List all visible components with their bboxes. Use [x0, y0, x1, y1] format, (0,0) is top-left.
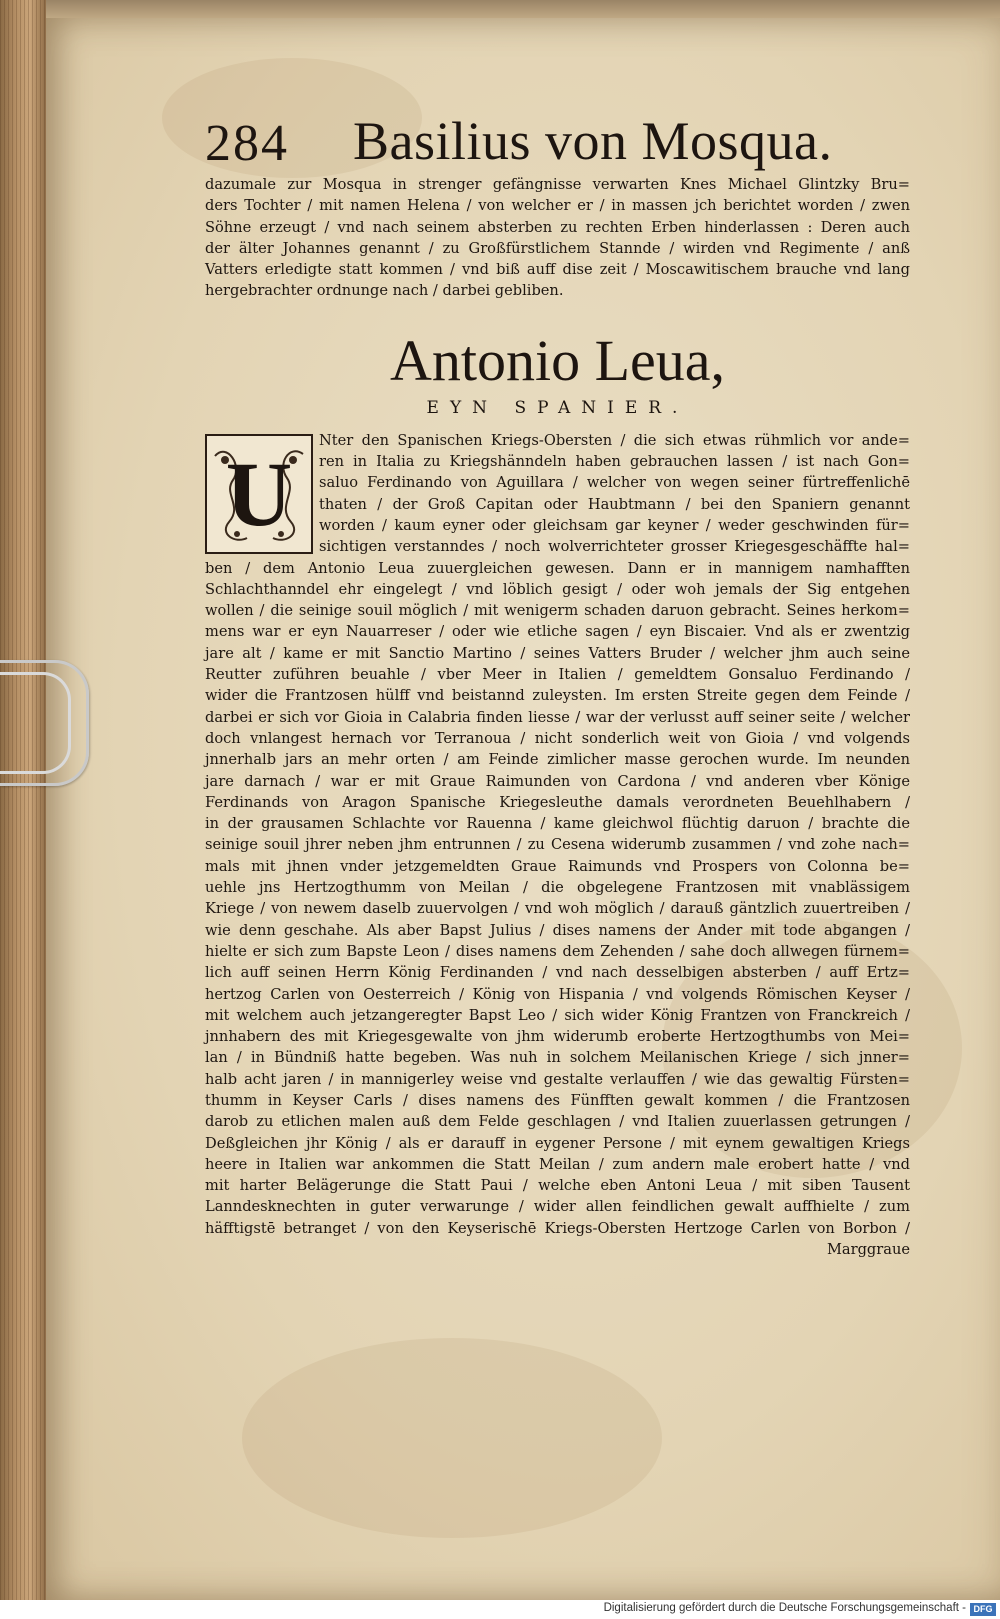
body-line: lich auff seinen Herrn König Ferdinanden / vnd nach desselbigen absterben / auff Ertz= — [205, 964, 910, 982]
body-line: worden / kaum eyner oder gleichsam gar keyner / weder geschwinden für= — [319, 516, 910, 534]
body-line: darob zu etlichen malen auß dem Felde geschlagen / vnd Italien zuuerlassen getrungen / — [205, 1113, 910, 1131]
body-line: wider die Frantzosen hülff vnd beistannd zuleysten. Im ersten Streite gegen dem Feinde / — [205, 687, 910, 705]
body-line: Schlachthanndel ehr eingelegt / vnd löblich gesigt / oder woh jemals der Sig entgehen — [205, 580, 910, 598]
body-line: in der grausamen Schlachte vor Rauenna / kame gleichwol flüchtig daruon / brachte die — [205, 815, 910, 833]
intro-line: Söhne erzeugt / vnd nach seinem absterben zu rechten Erben hinderlassen : Deren auch — [205, 218, 910, 236]
running-title: Basilius von Mosqua. — [353, 111, 833, 171]
page-number: 284 — [205, 115, 289, 172]
body-line: darbei er sich vor Gioia in Calabria finden liesse / war der verlusst auff seiner seite / welcher — [205, 708, 910, 726]
intro-paragraph — [205, 174, 910, 302]
body-line: Deßgleichen jhr König / als er darauff in eygener Persone / mit eynem gewaltigen Kriegs — [205, 1134, 910, 1152]
intro-line: dazumale zur Mosqua in strenger gefängnisse verwarten Knes Michael Glintzky Bru= — [205, 176, 910, 193]
catchword: Marggraue — [826, 1241, 910, 1259]
funding-credit: Digitalisierung gefördert durch die Deutsche Forschungsgemeinschaft - — [603, 1602, 966, 1614]
section-title: Antonio Leua, — [389, 327, 726, 393]
intro-line: Vatters erledigte statt kommen / vnd biß auff dise zeit / Moscawitischem brauche vnd lang — [205, 261, 910, 279]
body-line: Lanndesknechten in guter verwarunge / wider allen feindlichen gewalt auffhielte / zum — [205, 1198, 910, 1216]
body-line: Reutter zuführen beuahle / vber Meer in Italien / gemeldtem Gonsaluo Ferdinando / — [205, 666, 910, 684]
body-block — [205, 430, 910, 1239]
body-line: seinige souil jhrer neben jhm entrunnen / zu Cesena widerumb zusammen / vnd zohe nach= — [205, 836, 910, 854]
body-line: ren in Italia zu Kriegshänndeln haben gebrauchen lassen / ist nach Gon= — [319, 453, 910, 471]
drop-cap-letter: U — [225, 442, 293, 545]
body-line: heere in Italien war ankommen die Statt Meilan / zum andern male erobert hatte / vnd — [205, 1155, 910, 1173]
body-line: sichtigen verstanndes / noch wolverrichteter grosser Kriegesgeschäffte hal= — [319, 538, 910, 556]
body-line: jare darnach / war er mit Graue Raimunden von Cardona / vnd anderen vber Könige — [205, 772, 910, 790]
body-line: mals mit jhnen vnder jetzgemeldten Graue Raimunds vnd Prospers von Colonna be= — [205, 857, 910, 875]
drop-cap-initial — [205, 434, 313, 554]
body-line: mit harter Belägerunge die Statt Paui / welche eben Antoni Leua / mit siben Tausent — [205, 1177, 910, 1195]
body-line: doch vnlangest hernach vor Terranoua / nicht sonderlich weit von Gioia / vnd volgends — [205, 729, 910, 747]
body-line: uehle jns Hertzogthumm von Meilan / die obgelegene Frantzosen mit vnablässigem — [205, 879, 910, 897]
body-line: thaten / der Groß Capitan oder Haubtmann / bei den Spaniern genannt — [319, 495, 910, 513]
body-line: hielte er sich zum Bapste Leon / dises namens dem Zehenden / sahe doch allwegen fürnem= — [205, 942, 910, 960]
body-line: ben / dem Antonio Leua zuuergleichen gewesen. Dann er in mannigem namhafften — [205, 559, 910, 577]
section-subtitle: EYN SPANIER. — [426, 397, 689, 418]
body-line: jnnerhalb jars an mehr orten / am Feinde zimlicher masse gerochen wurde. Im neunden — [205, 751, 910, 769]
body-line: Nter den Spanischen Kriegs-Obersten / die sich etwas rühmlich vor ande= — [319, 431, 910, 449]
body-line: häfftigstē betranget / von den Keyserischē Kriegs-Obersten Hertzoge Carlen von Borbon / — [205, 1219, 910, 1237]
body-line: wie denn geschahe. Als aber Bapst Julius / dises namens der Ander mit tode abgangen / — [205, 921, 910, 939]
intro-line: ders Tochter / mit namen Helena / von welcher er / in massen jch berichtet worden / zwen — [205, 197, 910, 215]
body-line: wollen / die seinige souil möglich / mit wenigerm schaden daruon gebracht. Seines herkom= — [205, 602, 910, 620]
book-page-edge — [0, 0, 46, 1600]
intro-line: der älter Johannes genannt / zu Großfürstlichem Stannde / wirden vnd Regimente / anß — [205, 239, 910, 257]
body-line: mit welchem auch jetzangeregter Bapst Leo / sich wider König Frantzen von Franckreich / — [205, 1006, 910, 1024]
body-line: Kriege / von newem daselb zuuervolgen / vnd woh möglich / darauß gäntzlich zuuertreiben / — [205, 900, 910, 918]
body-line: Ferdinands von Aragon Spanische Kriegesleuthe damals verordneten Beuehlhabern / — [205, 793, 910, 811]
body-line: jare alt / kame er mit Sanctio Martino / seines Vatters Bruder / welcher jhm auch seine — [205, 644, 910, 662]
body-line: lan / in Bündniß hatte begeben. Was nuh in solchem Meilanischen Kriege / sich jnner= — [205, 1049, 910, 1067]
dfg-logo-icon: DFG — [970, 1603, 996, 1616]
paper-clip-inner — [0, 672, 71, 774]
body-line: thumm in Keyser Carls / dises namens des Fünfften gewalt kommen / die Frantzosen — [205, 1091, 910, 1109]
body-line: jnnhabern des mit Kriegesgewalte von jhm widerumb eroberte Hertzogthumbs von Mei= — [205, 1028, 910, 1046]
body-line: mens war er eyn Nauarreser / oder wie etliche sagen / eyn Biscaier. Vnd als er zwentzig — [205, 623, 910, 641]
running-head — [205, 110, 910, 174]
page-content — [205, 110, 910, 1258]
body-line: hertzog Carlen von Oesterreich / König von Hispania / vnd volgends Römischen Keyser / — [205, 985, 910, 1003]
body-line: halb acht jaren / in mannigerley weise vnd gestalte verlauffen / wie das gewaltig Fürsten= — [205, 1070, 910, 1088]
intro-line: hergebrachter ordnunge nach / darbei gebliben. — [205, 282, 564, 300]
body-line: saluo Ferdinando von Aguillara / welcher von wegen seiner fürtreffenlichē — [319, 474, 910, 492]
digitization-footer — [0, 1600, 1000, 1619]
